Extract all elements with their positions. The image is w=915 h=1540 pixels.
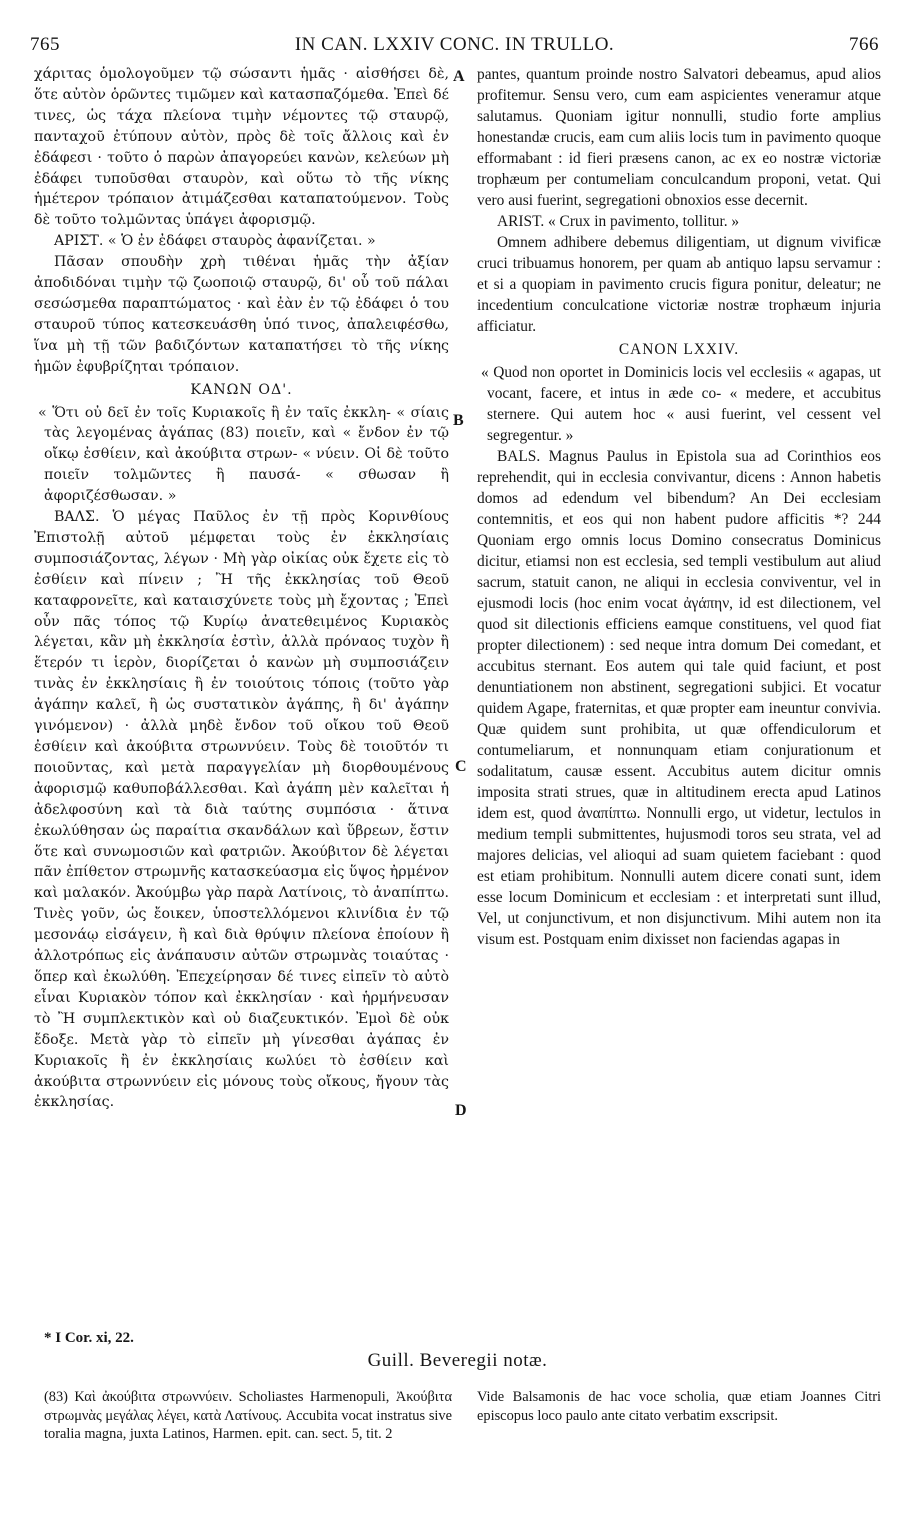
- latin-paragraph-1: pantes, quantum proinde nostro Salvatori debeamus, apud alios profitemur. Sensu vero, cum eam aspicientes veneramur atque salutamus. Quoniam igitur nonnulli, studio forte amplius honestandæ crucis, eam cum aliis locis tum in pavimento quoque efformabant : id fieri præsens canon, ac ex eo nostræ victoriæ trophæum per contumeliam conculcandum proponi, vetat. Qui vero ausi fuerint, segregationi obnoxios esse decernit.: [477, 66, 881, 209]
- greek-canon-heading: ΚΑΝΩΝ ΟΔ'.: [190, 381, 293, 398]
- latin-canon-text: « Quod non oportet in Dominicis locis vel ecclesiis « agapas, ut vocant, facere, et intus in æde co- « medere, et accubitus sternere. Qui autem hoc « ausi fuerint, vel cessent vel segregentur. »: [481, 364, 881, 444]
- latin-paragraph-3: Omnem adhibere debemus diligentiam, ut dignum vivificæ cruci tribuamus honorem, per quam ab antiquo lapsu servamur : et si a quopiam in pavimento crucis figura ponitur, deleatur; ne incedentium conculcatione victoriæ nostræ trophæum injuria afficiatur.: [477, 234, 881, 335]
- margin-letter-a: A: [453, 68, 465, 85]
- note-continuation-text: Vide Balsamonis de hac voce scholia, quæ etiam Joannes Citri episcopus loco paulo ante citato verbatim exscripsit.: [477, 1389, 881, 1424]
- page-number-right: 766: [849, 34, 879, 55]
- greek-paragraph-3: Πᾶσαν σπουδὴν χρὴ τιθέναι ἡμᾶς τὴν ἀξίαν ἀποδιδόναι τιμὴν τῷ ζωοποιῷ σταυρῷ, δι' οὗ τοῦ πάλαι σεσώσμεθα παραπτώματος · καὶ ἐὰν ἐν τῷ ἐδάφει ὁ του σταυροῦ τύπος κατεσκευάσθη ὑπό τινος, ἀπαλειφέσθω, ἵνα μὴ τῇ τῶν βαδιζόντων καταπατήσει τὸ τῆς νίκης ἡμῶν ἐφυβρίζηται τρόπαιον.: [34, 254, 449, 375]
- greek-arist-heading: ΑΡΙΣΤ. « Ὁ ἐν ἐδάφει σταυρὸς ἀφανίζεται. »: [54, 233, 376, 250]
- greek-balsamon-commentary: ΒΑΛΣ. Ὁ μέγας Παῦλος ἐν τῇ πρὸς Κορινθίους Ἐπιστολῇ αὐτοῦ μέμφεται τοὺς ἐν ἐκκλησίαις συμποσιάζοντας, λέγων · Μὴ γὰρ οἰκίας οὐκ ἔχετε εἰς τὸ ἐσθίειν καὶ πίνειν ; Ἢ τῆς ἐκκλησίας τοῦ Θεοῦ καταφρονεῖτε, καὶ καταισχύνετε τοὺς μὴ ἔχοντας ; Ἐπεὶ οὖν πᾶς τόπος τῷ Κυρίῳ ἀνατεθειμένος Κυριακὸς λέγεται, κἂν μὴ ἐκκλησία ἐστὶν, ἀλλὰ πρόναος τυχὸν ἢ ἕτερόν τι ἱερὸν, διορίζεται ὁ κανὼν μὴ συμποσιάζειν τινὰς ἐν ἐκκλησίαις ἢ ἐν τοιούτοις τόποις (τοῦτο γὰρ ἀγάπην καλεῖ, ἢ ὡς συστατικὸν ἀγάπης, ἢ δι' ἀγάπην γινόμενον) · ἀλλὰ μηδὲ ἔνδον τοῦ οἴκου τοῦ Θεοῦ ἐσθίειν καὶ ἀκούβιτα στρωννύειν. Τοὺς δὲ τοιοῦτόν τι ποιοῦντας, καὶ μετὰ παραγγελίαν μὴ διορθουμένους ἀφορισμῷ καθυποβάλλεσθαι. Καὶ ἀγάπη μὲν καλεῖται ἡ ἀδελφοσύνη καὶ τὰ διὰ ταύτης συμπόσια · ἅτινα ἐκωλύθησαν ὡς παραίτια σκανδάλων καὶ ὕβρεων, ἔστιν ὅτε καὶ συνωμοσιῶν καὶ φατριῶν. Ἀκούβιτον δὲ λέγεται πᾶν ἐπίθετον στρωμνῆς κατασκεύασμα εἰς ὕψος ἠρμένον καὶ μαλακόν. Ἀκούμβω γὰρ παρὰ Λατίνοις, τὸ ἀναπίπτω. Τινὲς γοῦν, ὡς ἔοικεν, ὑποστελλόμενοι κλινίδια ἐν τῷ μεσονάῳ εἰσάγειν, ἢ καὶ διὰ θρύψιν πλείονα ἐποίουν ἢ ἀλλοτρόπως εἰς ἀνάπαυσιν αὐτῶν στρωμνὰς τοιαύτας · ὅπερ καὶ ἐκωλύθη. Ἐπεχείρησαν δέ τινες εἰπεῖν τὸ αὐτὸ εἶναι Κυριακὸν τόπον καὶ ἐκκλησίαν · καὶ ἡρμήνευσαν τὸ Ἢ συμπλεκτικὸν καὶ οὐ διαζευκτικόν. Ἐμοὶ δὲ οὐκ ἔδοξε. Μετὰ γὰρ τὸ εἰπεῖν μὴ γίνεσθαι ἀγάπας ἐν Κυριακοῖς ἢ ἐν ἐκκλησίαις κωλύει τὸ ἐσθίειν καὶ ἀκούβιτα στρωννύειν εἰς μόνους τοὺς οἴκους, ἤγουν τὰς ἐκκλησίας.: [34, 509, 449, 1111]
- margin-letter-d: D: [455, 1102, 467, 1119]
- latin-canon-heading: CANON LXXIV.: [618, 341, 740, 358]
- latin-column: [477, 64, 881, 950]
- margin-letter-b: B: [453, 412, 464, 429]
- greek-column: [34, 64, 449, 1113]
- latin-balsamon-commentary: BALS. Magnus Paulus in Epistola sua ad Corinthios eos reprehendit, qui in ecclesia convivantur, dicens : Annon habetis domos ad edendum vel bibendum? An Dei ecclesiam contemnitis, et eos qui non habent pudore afficitis *? 244 Quoniam ergo omnis locus Domino consecratus Dominicus dicitur, etiamsi non est ecclesia, sed templi vestibulum aut aliud sacrum, statuit canon, ne aliqui in ecclesia conviventur, vel in ejusmodi locis (hoc enim vocat ἀγάπην, id est dilectionem, vel quod sit dilectionis efficiens eamque constituens, vel quod fiat propter dilectionem) : sed neque intra domum Dei comedant, et accubitus sternant. Eos autem qui tale quid faciunt, et post denuntiationem non abstinent, segregationi subjici. Et vocatur quidem Agape, fraternitas, et quæ propter eam ineuntur convivia. Quæ quidem sunt prohibita, ut quæ offendiculorum et contumeliarum, et nonnunquam etiam conjurationum et sodalitatum, causæ essent. Accubitus autem dicitur omnis imposita strati strues, quæ in altitudinem erecta apud Latinos idem est, quod ἀναπίπτω. Nonnulli ergo, ut videtur, lectulos in medium templi submittentes, hujusmodi toros seu strata, vel ad majores delicias, vel alioqui ad suam quietem faciebant : quod est etiam prohibitum. Nonnulli autem dicere conati sunt, idem esse locum Dominicum et ecclesiam : et interpretati sunt illud, Vel, ut conjunctivum, et non disjunctivum. Mihi autem non ita visum est. Postquam enim dixisset non faciendas agapas in: [477, 448, 881, 948]
- page-number-left: 765: [30, 34, 60, 55]
- greek-paragraph-1: χάριτας ὁμολογοῦμεν τῷ σώσαντι ἡμᾶς · αἰσθήσει δὲ, ὅτε αὐτὸν ὁρῶντες τιμῶμεν καὶ κατασπαζόμεθα. Ἐπεὶ δέ τινες, ὡς τάχα πλείονα τιμὴν νέμοντες τῷ σταυρῷ, πανταχοῦ ἐτύπουν αὐτὸν, πρὸς δὲ τοῖς ἄλλοις καὶ ἐν ἐδάφεσι · τοῦτο ὁ παρὼν ἀπαγορεύει κανὼν, κελεύων μὴ ἐδάφει τυποῦσθαι σταυρὸν, καὶ οὕτω τὸ τῆς νίκης ἡμέτερον τρόπαιον ἀτιμάζεσθαι καταπατούμενον. Τοὺς δὲ τοῦτο τολμῶντας ὑπάγει ἀφορισμῷ.: [34, 66, 449, 229]
- notes-title: Guill. Beveregii notæ.: [367, 1350, 548, 1371]
- running-header: [30, 34, 879, 60]
- latin-arist-heading: ARIST. « Crux in pavimento, tollitur. »: [497, 213, 740, 230]
- notes-left: [44, 1388, 452, 1444]
- running-title: IN CAN. LXXIV CONC. IN TRULLO.: [294, 34, 615, 55]
- margin-letter-c: C: [455, 758, 467, 775]
- note-83-text: (83) Καὶ ἀκούβιτα στρωννύειν. Scholiastes Harmenopuli, Ἀκούβιτα στρωμνὰς μεγάλας λέγει, κατὰ Λατίνους. Accubita vocat instratus sive toralia magna, juxta Latinos, Harmen. epit. can. sect. 5, tit. 2: [44, 1389, 452, 1442]
- greek-canon-text: « Ὅτι οὐ δεῖ ἐν τοῖς Κυριακοῖς ἢ ἐν ταῖς ἐκκλη- « σίαις τὰς λεγομένας ἀγάπας (83) ποιεῖν, καὶ « ἔνδον ἐν τῷ οἴκῳ ἐσθίειν, καὶ ἀκούβιτα στρων- « νύειν. Οἱ δὲ τοῦτο ποιεῖν τολμῶντες ἢ παυσά- « σθωσαν ἢ ἀφοριζέσθωσαν. »: [38, 404, 449, 505]
- notes-right: [477, 1388, 881, 1425]
- footnote: * I Cor. xi, 22.: [44, 1330, 134, 1346]
